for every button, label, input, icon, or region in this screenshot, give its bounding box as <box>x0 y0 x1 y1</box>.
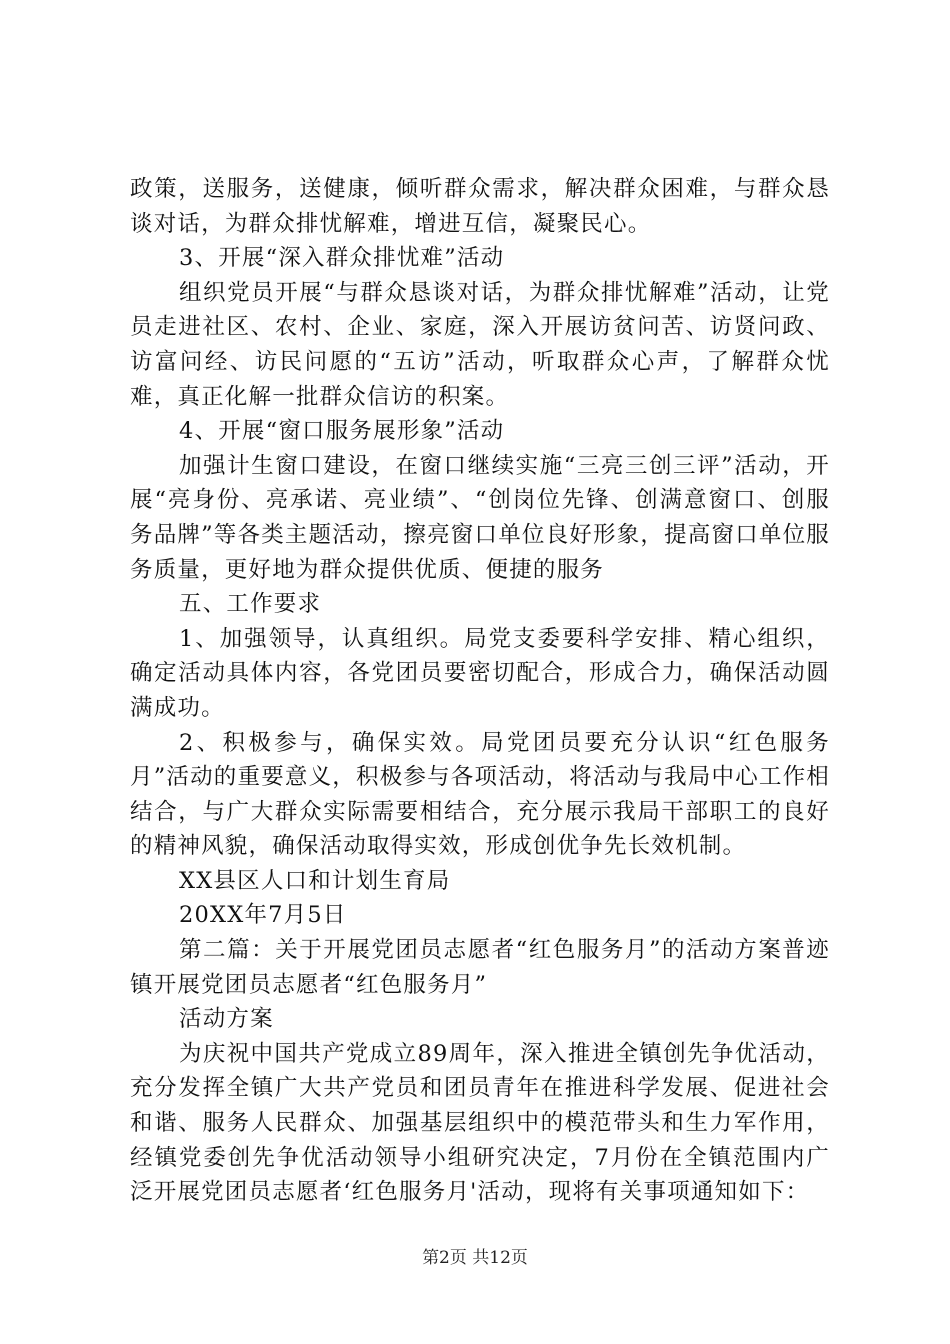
paragraph-2: 组织党员开展“与群众恳谈对话，为群众排忧解难”活动，让党员走进社区、农村、企业、家庭，深入开展访贫问苦、访贤问政、访富问经、访民问愿的“五访”活动，听取群众心声，了解群众忧难，真正化解一批群众信访的积案。 <box>130 279 830 410</box>
paragraph-4: 1、加强领导，认真组织。局党支委要科学安排、精心组织，确定活动具体内容，各党团员要密切配合，形成合力，确保活动圆满成功。 <box>130 625 830 721</box>
paragraph-6: 为庆祝中国共产党成立89周年，深入推进全镇创先争优活动，充分发挥全镇广大共产党员和团员青年在推进科学发展、促进社会和谐、服务人民群众、加强基层组织中的模范带头和生力军作用，经镇党委创先争优活动领导小组研究决定，7月份在全镇范围内广泛开展党团员志愿者‘红色服务月'活动，现将有关事项通知如下： <box>130 1040 830 1206</box>
signature-date: 20XX年7月5日 <box>179 902 347 929</box>
signature-organization: XX县区人口和计划生育局 <box>179 867 451 894</box>
paragraph-5: 2、积极参与，确保实效。局党团员要充分认识“红色服务月”活动的重要意义，积极参与各项活动，将活动与我局中心工作相结合，与广大群众实际需要相结合，充分展示我局干部职工的良好的精神风貌，确保活动取得实效，形成创优争先长效机制。 <box>130 729 831 860</box>
paragraph-1: 政策，送服务，送健康，倾听群众需求，解决群众困难，与群众恳谈对话，为群众排忧解难，增进互信，凝聚民心。 <box>130 176 830 237</box>
plan-heading: 活动方案 <box>179 1006 274 1033</box>
document-body <box>130 172 830 1210</box>
page-number-footer: 第2页 共12页 <box>422 1248 528 1268</box>
section-heading-requirements: 五、工作要求 <box>179 591 322 618</box>
paragraph-3: 加强计生窗口建设，在窗口继续实施“三亮三创三评”活动，开展“亮身份、亮承诺、亮业绩”、“创岗位先锋、创满意窗口、创服务品牌”等各类主题活动，擦亮窗口单位良好形象，提高窗口单位服务质量，更好地为群众提供优质、便捷的服务 <box>130 452 831 583</box>
section-heading-3: 3、开展“深入群众排忧难”活动 <box>179 245 505 272</box>
section-heading-4: 4、开展“窗口服务展形象”活动 <box>179 418 505 445</box>
chapter-two-title: 第二篇：关于开展党团员志愿者“红色服务月”的活动方案普迹镇开展党团员志愿者“红色服务月” <box>130 937 830 998</box>
